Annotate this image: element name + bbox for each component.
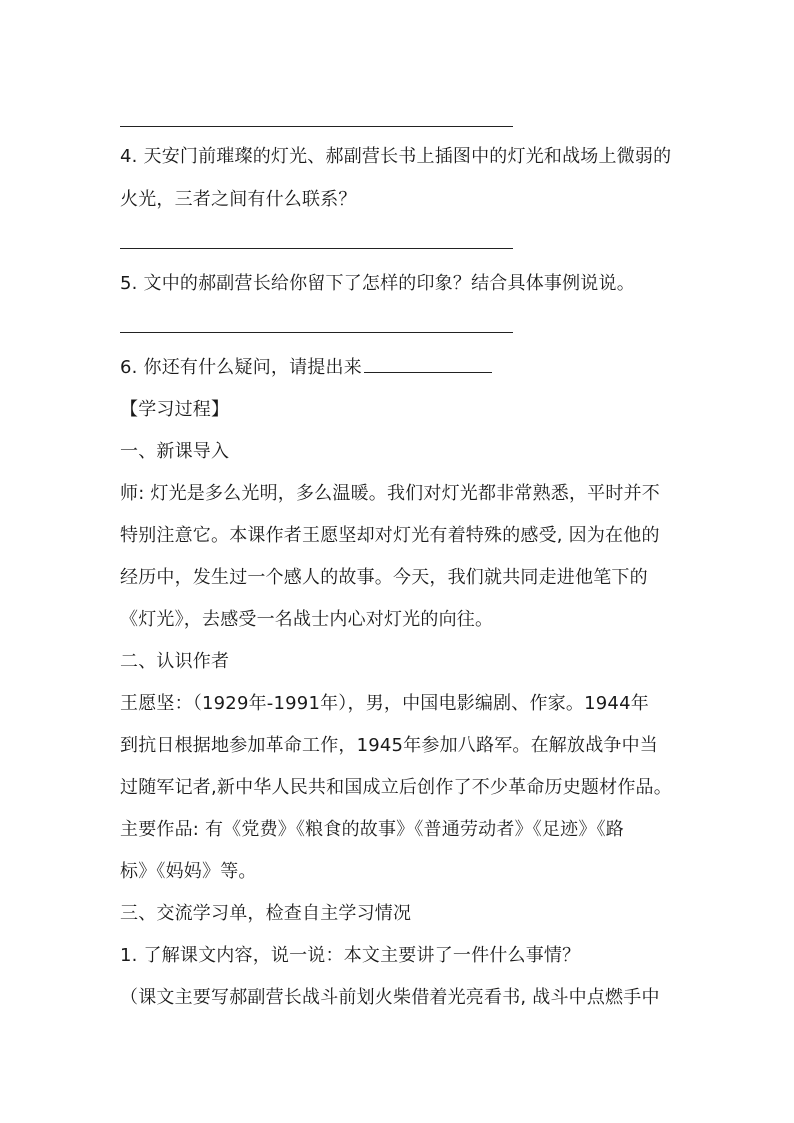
question-5: 5. 文中的郝副营长给你留下了怎样的印象？结合具体事例说说。 xyxy=(120,273,635,294)
author-paragraph-line-2: 到抗日根据地参加革命工作，1945年参加八路军。在解放战争中当 xyxy=(120,735,659,756)
author-paragraph-line-4: 主要作品: 有《党费》《粮食的故事》《普通劳动者》《足迹》《路 xyxy=(120,819,624,840)
answer-line xyxy=(120,126,513,127)
author-paragraph-line-1: 王愿坚：（1929年-1991年），男，中国电影编剧、作家。1944年 xyxy=(120,693,649,714)
question-6-text: 6. 你还有什么疑问，请提出来 xyxy=(120,357,362,378)
answer-blank xyxy=(364,356,492,373)
intro-paragraph-line-1: 师: 灯光是多么光明，多么温暖。我们对灯光都非常熟悉，平时并不 xyxy=(120,483,660,504)
section-heading-exchange: 三、交流学习单，检查自主学习情况 xyxy=(120,903,412,924)
author-paragraph-line-5: 标》《妈妈》等。 xyxy=(120,861,257,882)
exchange-answer-1: （课文主要写郝副营长战斗前划火柴借着光亮看书, 战斗中点燃手中 xyxy=(120,987,660,1008)
intro-paragraph-line-3: 经历中，发生过一个感人的故事。今天，我们就共同走进他笔下的 xyxy=(120,567,648,588)
answer-line xyxy=(120,332,513,333)
section-heading-author: 二、认识作者 xyxy=(120,651,230,672)
author-paragraph-line-3: 过随军记者,新中华人民共和国成立后创作了不少革命历史题材作品。 xyxy=(120,777,672,798)
section-heading-process: 【学习过程】 xyxy=(120,399,230,420)
intro-paragraph-line-4: 《灯光》，去感受一名战士内心对灯光的向往。 xyxy=(120,609,494,630)
question-4-line-2: 火光，三者之间有什么联系？ xyxy=(120,189,357,210)
question-4-line-1: 4. 天安门前璀璨的灯光、郝副营长书上插图中的灯光和战场上微弱的 xyxy=(120,146,672,167)
answer-line xyxy=(120,248,513,249)
exchange-question-1: 1. 了解课文内容，说一说：本文主要讲了一件什么事情？ xyxy=(120,945,581,966)
intro-paragraph-line-2: 特别注意它。本课作者王愿坚却对灯光有着特殊的感受, 因为在他的 xyxy=(120,525,660,546)
section-heading-intro: 一、新课导入 xyxy=(120,441,230,462)
question-6 xyxy=(120,356,492,380)
